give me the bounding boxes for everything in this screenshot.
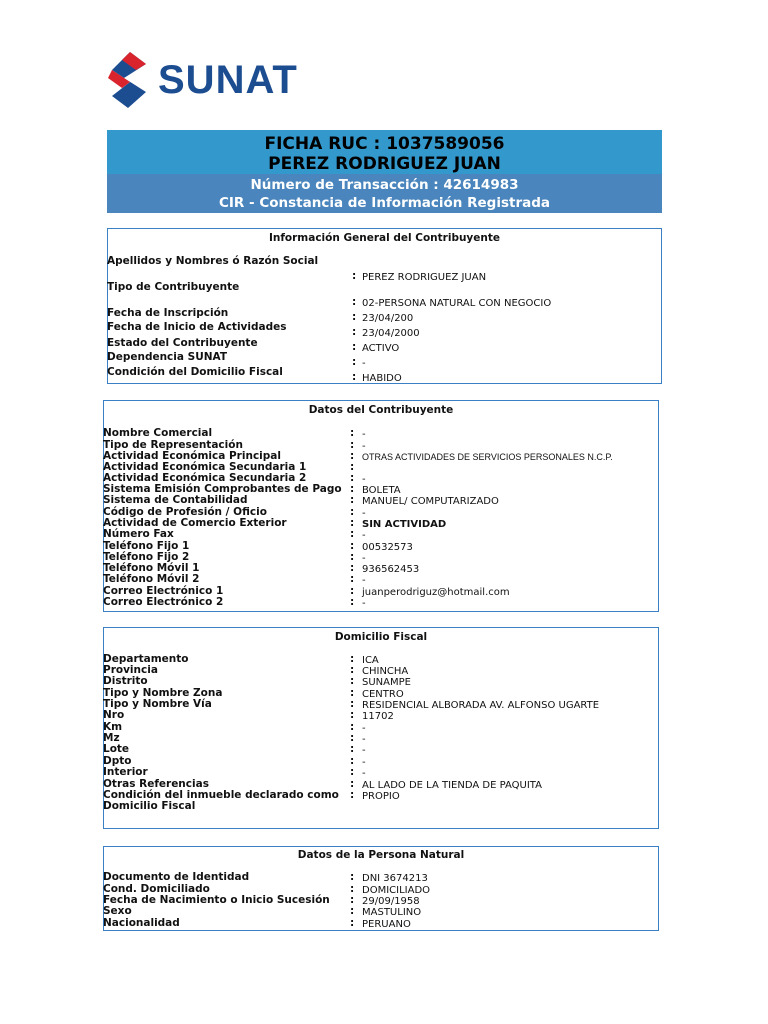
- colon-separator: :: [350, 439, 355, 451]
- general-label: Dependencia SUNAT: [107, 351, 227, 363]
- contribuyente-value: -: [362, 429, 366, 440]
- colon-separator: :: [350, 732, 355, 744]
- persona-label: Sexo: [103, 905, 132, 917]
- contribuyente-name-title: PEREZ RODRIGUEZ JUAN: [268, 154, 501, 174]
- contribuyente-label: Actividad Económica Principal: [103, 450, 281, 462]
- contribuyente-value: -: [362, 553, 366, 564]
- colon-separator: :: [350, 698, 355, 710]
- persona-value: PERUANO: [362, 919, 411, 930]
- general-value: -: [362, 358, 366, 369]
- contribuyente-value: -: [362, 441, 366, 452]
- colon-separator: :: [352, 356, 357, 368]
- domicilio-label: Provincia: [103, 664, 158, 676]
- contribuyente-label: Actividad de Comercio Exterior: [103, 517, 287, 529]
- colon-separator: :: [350, 562, 355, 574]
- contribuyente-value: -: [362, 598, 366, 609]
- contribuyente-label: Tipo de Representación: [103, 439, 243, 451]
- ficha-ruc-title: FICHA RUC : 1037589056: [264, 134, 505, 154]
- colon-separator: :: [350, 709, 355, 721]
- general-value: 23/04/2000: [362, 328, 420, 339]
- contribuyente-label: Actividad Económica Secundaria 1: [103, 461, 307, 473]
- transaction-number: Número de Transacción : 42614983: [250, 177, 519, 193]
- contribuyente-label: Sistema de Contabilidad: [103, 494, 248, 506]
- contribuyente-value: -: [362, 508, 366, 519]
- colon-separator: :: [352, 371, 357, 383]
- general-label: Apellidos y Nombres ó Razón Social: [107, 255, 319, 267]
- colon-separator: :: [350, 506, 355, 518]
- domicilio-value: CHINCHA: [362, 666, 409, 677]
- colon-separator: :: [352, 341, 357, 353]
- general-label: Condición del Domicilio Fiscal: [107, 366, 283, 378]
- colon-separator: :: [350, 494, 355, 506]
- colon-separator: :: [350, 517, 355, 529]
- colon-separator: :: [350, 528, 355, 540]
- domicilio-value: -: [362, 723, 366, 734]
- persona-label: Nacionalidad: [103, 917, 180, 929]
- colon-separator: :: [350, 585, 355, 597]
- colon-separator: :: [350, 483, 355, 495]
- domicilio-value: 11702: [362, 711, 394, 722]
- general-label: Tipo de Contribuyente: [107, 281, 240, 293]
- transaction-header: [107, 174, 662, 213]
- colon-separator: :: [350, 766, 355, 778]
- contribuyente-value: 00532573: [362, 542, 413, 553]
- colon-separator: :: [350, 755, 355, 767]
- domicilio-title: Domicilio Fiscal: [334, 631, 428, 643]
- colon-separator: :: [350, 596, 355, 608]
- contribuyente-label: Correo Electrónico 2: [103, 596, 224, 608]
- domicilio-value: AL LADO DE LA TIENDA DE PAQUITA: [362, 780, 542, 791]
- domicilio-value: RESIDENCIAL ALBORADA AV. ALFONSO UGARTE: [362, 700, 600, 711]
- contribuyente-value: -: [362, 530, 366, 541]
- colon-separator: :: [350, 905, 355, 917]
- domicilio-value: SUNAMPE: [362, 677, 411, 688]
- domicilio-label: Otras Referencias: [103, 778, 209, 790]
- colon-separator: :: [350, 871, 355, 883]
- domicilio-value: ICA: [362, 655, 379, 666]
- contribuyente-label: Teléfono Fijo 2: [103, 551, 190, 563]
- domicilio-label: Dpto: [103, 755, 132, 767]
- colon-separator: :: [350, 664, 355, 676]
- colon-separator: :: [350, 883, 355, 895]
- contribuyente-label: Teléfono Móvil 1: [103, 562, 200, 574]
- cir-title: CIR - Constancia de Información Registrada: [219, 195, 550, 211]
- contribuyente-label: Teléfono Móvil 2: [103, 573, 200, 585]
- colon-separator: :: [350, 894, 355, 906]
- domicilio-label: Mz: [103, 732, 120, 744]
- contribuyente-value: OTRAS ACTIVIDADES DE SERVICIOS PERSONALES N.C.P.: [362, 452, 613, 462]
- colon-separator: :: [350, 653, 355, 665]
- domicilio-value: -: [362, 768, 366, 779]
- persona-label: Cond. Domiciliado: [103, 883, 210, 895]
- colon-separator: :: [350, 917, 355, 929]
- sunat-logo: [106, 50, 316, 112]
- contribuyente-value: BOLETA: [362, 485, 401, 496]
- contribuyente-label: Nombre Comercial: [103, 427, 213, 439]
- general-value: 02-PERSONA NATURAL CON NEGOCIO: [362, 298, 552, 309]
- contribuyente-label: Correo Electrónico 1: [103, 585, 224, 597]
- persona-label: Documento de Identidad: [103, 871, 250, 883]
- colon-separator: :: [350, 778, 355, 790]
- colon-separator: :: [350, 687, 355, 699]
- colon-separator: :: [350, 721, 355, 733]
- domicilio-value: CENTRO: [362, 689, 404, 700]
- contribuyente-label: Sistema Emisión Comprobantes de Pago: [103, 483, 342, 495]
- general-label: Fecha de Inscripción: [107, 307, 229, 319]
- contribuyente-value: -: [362, 474, 366, 485]
- persona-value: DNI 3674213: [362, 873, 428, 884]
- general-value: HABIDO: [362, 373, 402, 384]
- colon-separator: :: [350, 789, 355, 801]
- domicilio-label: Nro: [103, 709, 125, 721]
- domicilio-label: Tipo y Nombre Vía: [103, 698, 212, 710]
- colon-separator: :: [352, 270, 357, 282]
- contribuyente-value: -: [362, 575, 366, 586]
- persona-label: Fecha de Nacimiento o Inicio Sucesión: [103, 894, 330, 906]
- domicilio-label: Departamento: [103, 653, 189, 665]
- domicilio-value: -: [362, 757, 366, 768]
- ficha-header: [107, 130, 662, 174]
- general-label: Estado del Contribuyente: [107, 337, 258, 349]
- colon-separator: :: [350, 427, 355, 439]
- general-value: PEREZ RODRIGUEZ JUAN: [362, 272, 487, 283]
- colon-separator: :: [352, 311, 357, 323]
- colon-separator: :: [350, 573, 355, 585]
- domicilio-label: Interior: [103, 766, 148, 778]
- contribuyente-label: Código de Profesión / Oficio: [103, 506, 267, 518]
- domicilio-label: Lote: [103, 743, 130, 755]
- contribuyente-label: Actividad Económica Secundaria 2: [103, 472, 307, 484]
- colon-separator: :: [350, 675, 355, 687]
- general-label: Fecha de Inicio de Actividades: [107, 321, 287, 333]
- general-value: 23/04/200: [362, 313, 414, 324]
- colon-separator: :: [350, 472, 355, 484]
- domicilio-label: Km: [103, 721, 123, 733]
- domicilio-value: -: [362, 745, 366, 756]
- general-info-title: Información General del Contribuyente: [268, 232, 501, 244]
- contribuyente-value: MANUEL/ COMPUTARIZADO: [362, 496, 499, 507]
- sunat-logo-text: SUNAT: [158, 58, 298, 102]
- contribuyente-label: Teléfono Fijo 1: [103, 540, 190, 552]
- general-value: ACTIVO: [362, 343, 400, 354]
- colon-separator: :: [350, 461, 355, 473]
- contribuyente-label: Número Fax: [103, 528, 174, 540]
- contribuyente-value: 936562453: [362, 564, 420, 575]
- colon-separator: :: [352, 326, 357, 338]
- domicilio-label: Tipo y Nombre Zona: [103, 687, 223, 699]
- colon-separator: :: [350, 551, 355, 563]
- persona-value: 29/09/1958: [362, 896, 420, 907]
- domicilio-value: PROPIO: [362, 791, 400, 802]
- persona-title: Datos de la Persona Natural: [297, 849, 465, 861]
- domicilio-label: Domicilio Fiscal: [103, 800, 196, 812]
- persona-value: DOMICILIADO: [362, 885, 431, 896]
- persona-value: MASTULINO: [362, 907, 422, 918]
- colon-separator: :: [350, 450, 355, 462]
- contribuyente-value: SIN ACTIVIDAD: [362, 519, 447, 530]
- colon-separator: :: [350, 540, 355, 552]
- domicilio-label: Distrito: [103, 675, 148, 687]
- colon-separator: :: [350, 743, 355, 755]
- colon-separator: :: [352, 296, 357, 308]
- sunat-logo-icon: [106, 50, 156, 110]
- domicilio-value: -: [362, 734, 366, 745]
- contribuyente-value: juanperodriguz@hotmail.com: [362, 587, 510, 598]
- contribuyente-title: Datos del Contribuyente: [308, 404, 454, 416]
- domicilio-label: Condición del inmueble declarado como: [103, 789, 339, 801]
